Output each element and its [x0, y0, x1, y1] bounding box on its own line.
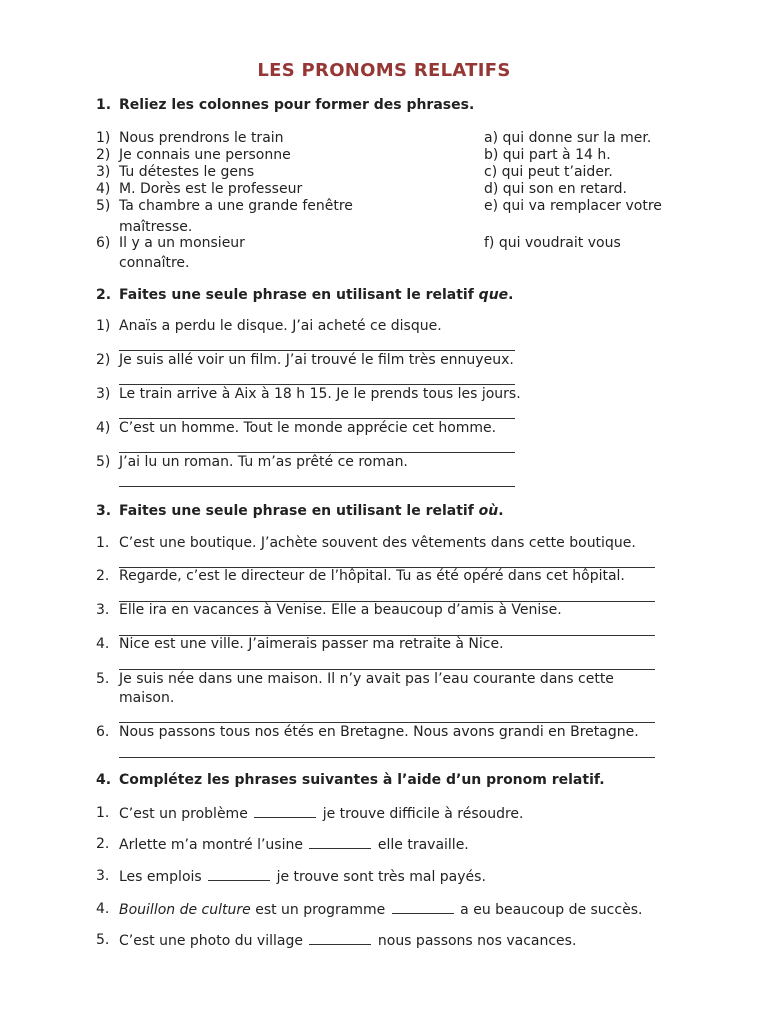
match-left-number: 3) — [96, 164, 111, 180]
answer-line[interactable] — [119, 757, 655, 758]
fill-in-blank[interactable] — [254, 805, 316, 818]
match-right-item: c) qui peut t’aider. — [484, 164, 613, 180]
exercise-number: 3. — [96, 602, 110, 618]
exercise-number: 1) — [96, 318, 111, 334]
page-title: LES PRONOMS RELATIFS — [257, 60, 511, 81]
section-3-heading: 3. Faites une seule phrase en utilisant le relatif où. — [96, 503, 504, 519]
exercise-number: 5. — [96, 671, 110, 687]
answer-line[interactable] — [119, 350, 515, 351]
exercise-sentence: Nice est une ville. J’aimerais passer ma retraite à Nice. — [119, 636, 504, 652]
answer-line[interactable] — [119, 452, 515, 453]
exercise-sentence: Regarde, c’est le directeur de l’hôpital. Tu as été opéré dans cet hôpital. — [119, 568, 625, 584]
exercise-sentence-continued: maison. — [119, 690, 175, 706]
exercise-number: 1. — [96, 535, 110, 551]
exercise-number: 3. — [96, 868, 110, 884]
match-left-item-continued: connaître. — [119, 255, 190, 271]
exercise-number: 1. — [96, 805, 110, 821]
exercise-number: 4) — [96, 420, 111, 436]
match-right-item: d) qui son en retard. — [484, 181, 627, 197]
match-left-number: 5) — [96, 198, 111, 214]
answer-line[interactable] — [119, 722, 655, 723]
fill-in-sentence: C’est un problème je trouve difficile à résoudre. — [119, 806, 524, 822]
match-left-number: 4) — [96, 181, 111, 197]
match-left-item: M. Dorès est le professeur — [119, 181, 303, 197]
match-right-item: a) qui donne sur la mer. — [484, 130, 652, 146]
exercise-number: 3) — [96, 386, 111, 402]
exercise-sentence: Je suis allé voir un film. J’ai trouvé le film très ennuyeux. — [119, 352, 514, 368]
fill-in-blank[interactable] — [309, 932, 371, 945]
section-4-heading: 4. Complétez les phrases suivantes à l’aide d’un pronom relatif. — [96, 772, 605, 788]
fill-in-blank[interactable] — [309, 836, 371, 849]
exercise-sentence: C’est un homme. Tout le monde apprécie cet homme. — [119, 420, 497, 436]
match-right-item: e) qui va remplacer votre — [484, 198, 662, 214]
exercise-number: 2) — [96, 352, 111, 368]
exercise-number: 4. — [96, 901, 110, 917]
exercise-number: 5. — [96, 932, 110, 948]
answer-line[interactable] — [119, 486, 515, 487]
exercise-sentence: Anaïs a perdu le disque. J’ai acheté ce disque. — [119, 318, 442, 334]
answer-line[interactable] — [119, 669, 655, 670]
fill-in-blank[interactable] — [392, 901, 454, 914]
match-left-item: Tu détestes le gens — [119, 164, 255, 180]
match-left-number: 2) — [96, 147, 111, 163]
exercise-number: 5) — [96, 454, 111, 470]
exercise-number: 4. — [96, 636, 110, 652]
section-1-heading: 1. Reliez les colonnes pour former des phrases. — [96, 97, 475, 113]
fill-in-sentence: C’est une photo du village nous passons nos vacances. — [119, 933, 577, 949]
exercise-sentence: J’ai lu un roman. Tu m’as prêté ce roman. — [119, 454, 408, 470]
match-left-number: 1) — [96, 130, 111, 146]
answer-line[interactable] — [119, 418, 515, 419]
exercise-number: 2. — [96, 836, 110, 852]
answer-line[interactable] — [119, 384, 515, 385]
match-left-item: Il y a un monsieur — [119, 235, 245, 251]
fill-in-blank[interactable] — [208, 868, 270, 881]
exercise-sentence: Le train arrive à Aix à 18 h 15. Je le prends tous les jours. — [119, 386, 521, 402]
fill-in-sentence: Arlette m’a montré l’usine elle travaille. — [119, 837, 469, 853]
match-left-number: 6) — [96, 235, 111, 251]
exercise-sentence: Elle ira en vacances à Venise. Elle a beaucoup d’amis à Venise. — [119, 602, 562, 618]
section-2-heading: 2. Faites une seule phrase en utilisant le relatif que. — [96, 287, 514, 303]
exercise-sentence: Nous passons tous nos étés en Bretagne. Nous avons grandi en Bretagne. — [119, 724, 639, 740]
exercise-sentence: C’est une boutique. J’achète souvent des vêtements dans cette boutique. — [119, 535, 636, 551]
match-left-item: Je connais une personne — [119, 147, 291, 163]
exercise-number: 6. — [96, 724, 110, 740]
match-left-item: Nous prendrons le train — [119, 130, 284, 146]
match-right-item: b) qui part à 14 h. — [484, 147, 611, 163]
fill-in-sentence: Bouillon de culture est un programme a eu beaucoup de succès. — [119, 902, 643, 918]
match-left-item-continued: maîtresse. — [119, 219, 193, 235]
fill-in-sentence: Les emplois je trouve sont très mal payés. — [119, 869, 486, 885]
exercise-sentence: Je suis née dans une maison. Il n’y avait pas l’eau courante dans cette — [119, 671, 614, 687]
match-right-item: f) qui voudrait vous — [484, 235, 621, 251]
match-left-item: Ta chambre a une grande fenêtre — [119, 198, 353, 214]
exercise-number: 2. — [96, 568, 110, 584]
